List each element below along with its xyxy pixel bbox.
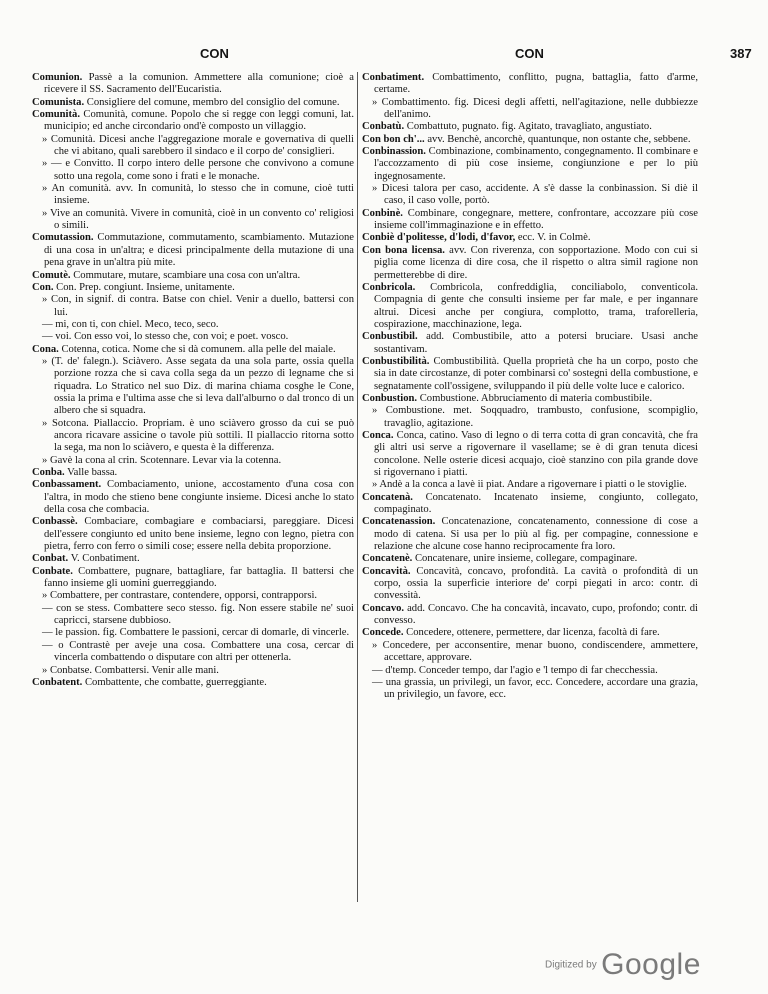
entry-headword: Con bona licensa. — [362, 244, 445, 256]
entry-definition: Concedere, ottenere, permettere, dar licenza, facoltà di fare. — [406, 627, 660, 639]
dictionary-entry — [32, 356, 354, 418]
entry-definition: » Andè a la conca a lavè ii piat. Andare a rigovernare i piatti o le stoviglie. — [372, 479, 687, 491]
dictionary-entry — [32, 109, 354, 134]
dictionary-entry — [32, 566, 354, 591]
dictionary-entry — [362, 430, 698, 479]
entry-definition: » Dicesi talora per caso, accidente. A s'è dasse la conbinassion. Si diè il caso, il caso volle, portò. — [372, 183, 698, 207]
entry-definition: Concatenato. Incatenato insieme, congiunto, collegato, compaginato. — [374, 491, 698, 516]
entry-definition: Consigliere del comune, membro del consiglio del comune. — [86, 96, 340, 108]
entry-headword: Conbatù. — [362, 121, 405, 133]
watermark-brand: Google — [601, 948, 701, 981]
dictionary-entry — [362, 72, 698, 97]
dictionary-entry — [32, 603, 354, 628]
dictionary-entry — [32, 418, 354, 455]
entry-definition: Cotenna, cotica. Nome che si dà comunem. alla pelle del maiale. — [61, 343, 336, 355]
dictionary-entry — [362, 245, 698, 282]
entry-headword: Conbatent. — [32, 676, 83, 688]
entry-headword: Concatenà. — [362, 491, 413, 503]
dictionary-entry — [362, 516, 698, 553]
entry-headword: Comunista. — [32, 96, 85, 108]
entry-headword: Conbate. — [32, 565, 73, 577]
entry-definition: » Combattere, per contrastare, contendere, opporsi, contrapporsi. — [42, 590, 318, 602]
dictionary-entry — [32, 627, 354, 639]
entry-definition: — una grassia, un privilegi, un favor, ecc. Concedere, accordare una grazia, un privilegio, un favore, ecc. — [372, 676, 698, 701]
entry-definition: Concavità, concavo, profondità. La cavità o profondità di un corpo, ossia la superficie interiore de' corpi piegati in arco: contr. di convessità. — [374, 565, 698, 602]
entry-headword: Comunion. — [32, 72, 83, 83]
dictionary-entry — [362, 134, 698, 146]
dictionary-entry — [32, 282, 354, 294]
entry-headword: Conbustion. — [362, 392, 418, 404]
entry-headword: Concavità. — [362, 565, 411, 577]
dictionary-entry — [362, 627, 698, 639]
dictionary-entry — [32, 455, 354, 467]
entry-definition: Combaciamento, unione, accostamento d'una cosa con l'altra, in modo che stieno bene congiunte insieme. Dicesi anche lo stato della cosa che combacia. — [44, 479, 354, 516]
watermark-prefix: Digitized by — [545, 959, 597, 971]
entry-headword: Conbassament. — [32, 479, 102, 491]
entry-definition: » Vive an comunità. Vivere in comunità, cioè in un convento co' religiosi o simili. — [42, 207, 354, 232]
running-head-left: CON — [200, 46, 229, 61]
entry-definition: Combattuto, pugnato. fig. Agitato, travagliato, angustiato. — [406, 121, 652, 133]
entry-definition: — con se stess. Combattere seco stesso. fig. Non essere stabile ne' suoi capricci, starsene dubbioso. — [42, 602, 354, 627]
dictionary-entry — [362, 479, 698, 491]
dictionary-entry — [362, 492, 698, 517]
dictionary-entry — [32, 97, 354, 109]
entry-definition: — d'temp. Conceder tempo, dar l'agio e 'l tempo di far checchessia. — [372, 664, 658, 676]
entry-definition: Combricola, confreddiglia, conciliabolo, conventicola. Compagnia di gente che consulti insieme per far male, e per ingannare altrui. Dicesi anche per congiura, complotto, trama, traforelleria, cospirazione, macchinazione, lega. — [374, 281, 698, 330]
entry-definition: » Sotcona. Piallaccio. Propriam. è uno sciàvero grosso da cui se può ancora ricavare assicine o tavole più sottili. Il piallaccio ritorna sotto la sega, ma non lo sciàvero, e questa è la differenza. — [42, 417, 354, 454]
entry-headword: Conca. — [362, 429, 394, 441]
dictionary-entry — [362, 393, 698, 405]
entry-headword: Conbricola. — [362, 281, 416, 293]
dictionary-entry — [362, 146, 698, 183]
page-number: 387 — [730, 46, 752, 61]
dictionary-entry — [32, 208, 354, 233]
dictionary-entry — [362, 665, 698, 677]
dictionary-entry — [362, 566, 698, 603]
dictionary-entry — [32, 640, 354, 665]
dictionary-entry — [362, 356, 698, 393]
dictionary-entry — [32, 294, 354, 319]
entry-definition: — le passion. fig. Combattere le passioni, cercar di domarle, di vincerle. — [42, 627, 350, 639]
dictionary-entry — [362, 97, 698, 122]
entry-definition: Concatenazione, concatenamento, connessione di cose a modo di catena. Si usa per lo più al fig. per compagine, connessione e relazione che alcune cose hanno reciprocamente fra loro. — [374, 516, 698, 553]
entry-headword: Concatenassion. — [362, 516, 436, 528]
dictionary-entry — [362, 282, 698, 331]
entry-definition: Combinazione, combinamento, congegnamento. Il combinare e l'accozzamento di più cose insieme, congiunzione e per lo più ingegnosamente. — [374, 146, 698, 182]
entry-definition: — mi, con ti, con chiel. Meco, teco, seco. — [42, 318, 219, 330]
dictionary-entry — [32, 232, 354, 269]
dictionary-entry — [32, 319, 354, 331]
entry-headword: Conba. — [32, 467, 65, 478]
entry-definition: Combattente, che combatte, guerreggiante. — [84, 676, 267, 688]
entry-headword: Conbustibilità. — [362, 355, 430, 367]
entry-definition: Valle bassa. — [67, 467, 118, 478]
dictionary-entry — [32, 270, 354, 282]
entry-definition: Concatenare, unire insieme, collegare, compaginare. — [414, 553, 638, 565]
entry-headword: Con bon ch'... — [362, 133, 425, 145]
entry-definition: » — e Convitto. Il corpo intero delle persone che convivono a comune sotto una regola, come sono i frati e le monache. — [42, 158, 354, 182]
entry-headword: Comunità. — [32, 109, 80, 121]
column-divider — [357, 72, 358, 902]
entry-definition: Combustibilità. Quella proprietà che ha un corpo, posto che sia in date circostanze, di poter combinarsi co' sostegni della combustione, e segnatamente coll'ossigene, sviluppando il più delle volte luce e calorico. — [374, 355, 698, 392]
entry-definition: Combattimento, conflitto, pugna, battaglia, fatto d'arme, certame. — [374, 72, 698, 96]
entry-headword: Conbinassion. — [362, 146, 426, 158]
dictionary-entry — [32, 467, 354, 479]
entry-definition: Commutare, mutare, scambiare una cosa con un'altra. — [73, 269, 301, 281]
dictionary-entry — [362, 208, 698, 233]
dictionary-entry — [32, 134, 354, 159]
entry-headword: Conbatiment. — [362, 72, 425, 83]
dictionary-entry — [362, 121, 698, 133]
entry-definition: » Combattimento. fig. Dicesi degli affetti, nell'agitazione, nelle dubbiezze dell'animo. — [372, 96, 698, 121]
dictionary-entry — [32, 677, 354, 689]
dictionary-entry — [32, 590, 354, 602]
entry-definition: Commutazione, commutamento, scambiamento. Mutazione di una cosa in un'altra; e dicesi principalmente della mutazione di una pena grave in un'altra più mite. — [44, 232, 354, 269]
dictionary-entry — [32, 183, 354, 208]
entry-headword: Conbiè d'politesse, d'lodi, d'favor, — [362, 232, 516, 244]
entry-definition: ecc. V. in Colmè. — [517, 232, 591, 244]
entry-headword: Conbinè. — [362, 207, 403, 219]
entry-headword: Con. — [32, 281, 54, 293]
entry-headword: Comutè. — [32, 269, 71, 281]
entry-definition: » Comunità. Dicesi anche l'aggregazione morale e governativa di quelli che vi abitano, quali sarebbero il sindaco e il corpo de' consiglieri. — [42, 133, 354, 158]
dictionary-entry — [362, 640, 698, 665]
entry-definition: add. Combustibile, atto a potersi bruciare. Usasi anche sostantivam. — [374, 331, 699, 355]
dictionary-entry — [32, 516, 354, 553]
entry-definition: — voi. Con esso voi, lo stesso che, con voi; e poet. vosco. — [42, 331, 289, 343]
entry-definition: Passè a la comunion. Ammettere alla comunione; cioè a ricevere il SS. Sacramento dell'Eucaristia. — [44, 72, 355, 96]
entry-definition: avv. Con riverenza, con sopportazione. Modo con cui si piglia come licenza di dire cosa, che il rispetto o altra simil ragione non permetterebbe di dire. — [374, 244, 698, 281]
entry-headword: Conbassè. — [32, 516, 78, 528]
entry-definition: Comunità, comune. Popolo che si regge con leggi comuni, lat. municipio; ed anche circondario ond'è composto un villaggio. — [44, 109, 354, 133]
entry-definition: » Gavè la cona al crin. Scotennare. Levar via la cotenna. — [42, 454, 282, 466]
dictionary-entry — [362, 677, 698, 702]
entry-definition: » (T. de' falegn.). Sciàvero. Asse segata da una sola parte, ossia quella porzione rozza che si cava colla sega da un pezzo di legname che si riquadra. Lo Stratico nel suo Diz. di marina chiama cosghe le Cone, ossia la prima e l'ultima asse che si leva dall'alburno o dal tronco di un albero che si squadra. — [42, 355, 354, 417]
dictionary-entry — [32, 158, 354, 183]
dictionary-entry — [32, 72, 354, 97]
entry-definition: Combinare, congegnare, mettere, confrontare, accozzare più cose insieme coll'immaginazione e in effetto. — [374, 207, 698, 232]
dictionary-entry — [362, 603, 698, 628]
entry-definition: » Con, in signif. di contra. Batse con chiel. Venir a duello, battersi con lui. — [42, 294, 354, 318]
entry-definition: Combustione. Abbruciamento di materia combustibile. — [419, 392, 653, 404]
entry-definition: » An comunità. avv. In comunità, lo stesso che in comune, cioè tutti insieme. — [42, 183, 354, 207]
entry-definition: » Conbatse. Combattersi. Venir alle mani. — [42, 664, 219, 676]
right-column — [362, 72, 698, 702]
entry-headword: Conbat. — [32, 553, 69, 565]
dictionary-entry — [32, 665, 354, 677]
left-column — [32, 72, 354, 689]
entry-headword: Concatenè. — [362, 553, 413, 565]
entry-headword: Comutassion. — [32, 232, 94, 244]
entry-definition: add. Concavo. Che ha concavità, incavato, cupo, profondo; contr. di convesso. — [374, 602, 698, 627]
dictionary-entry — [362, 405, 698, 430]
dictionary-entry — [32, 479, 354, 516]
entry-definition: avv. Benchè, ancorchè, quantunque, non ostante che, sebbene. — [427, 133, 691, 145]
entry-definition: » Concedere, per acconsentire, menar buono, condiscendere, ammettere, accettare, approvare. — [372, 639, 698, 664]
entry-definition: — o Contrastè per aveje una cosa. Combattere una cosa, cercar di vincerla combattendo o disputare con altri per ottenerla. — [42, 639, 354, 664]
dictionary-entry — [32, 344, 354, 356]
dictionary-entry — [32, 331, 354, 343]
entry-headword: Concavo. — [362, 602, 405, 614]
running-head-right: CON — [515, 46, 544, 61]
dictionary-entry — [362, 183, 698, 208]
entry-definition: Combattere, pugnare, battagliare, far battaglia. Il battersi che fanno insieme gli uomini guerreggiando. — [44, 565, 354, 590]
entry-definition: Conca, catino. Vaso di legno o di terra cotta di gran concavità, che fra gli altri usi serve a rigovernare il vasellame; se è di gran tenuta dicesi concolone. Nelle osterie dicesi acquajo, cioè stanzino con pila grande dove si rigovernano i piatti. — [374, 429, 699, 478]
entry-definition: Con. Prep. congiunt. Insieme, unitamente. — [56, 281, 235, 293]
entry-definition: Combaciare, combagiare e combaciarsi, pareggiare. Dicesi dell'essere congiunto ed unito bene insieme, legno con legno, pietra con pietra, ferro con ferro o simili cose; essere nella debita proporzione. — [44, 516, 354, 553]
entry-headword: Conbustibil. — [362, 331, 418, 343]
entry-headword: Cona. — [32, 343, 59, 355]
page-header — [0, 46, 768, 66]
entry-definition: » Combustione. met. Soqquadro, trambusto, confusione, scompiglio, travaglio, agitazione. — [372, 405, 698, 429]
dictionary-entry — [362, 331, 698, 356]
dictionary-entry — [362, 553, 698, 565]
entry-headword: Concede. — [362, 627, 404, 639]
dictionary-entry — [362, 232, 698, 244]
dictionary-entry — [32, 553, 354, 565]
entry-definition: V. Conbatiment. — [70, 553, 140, 565]
digitized-by-watermark — [545, 948, 701, 982]
